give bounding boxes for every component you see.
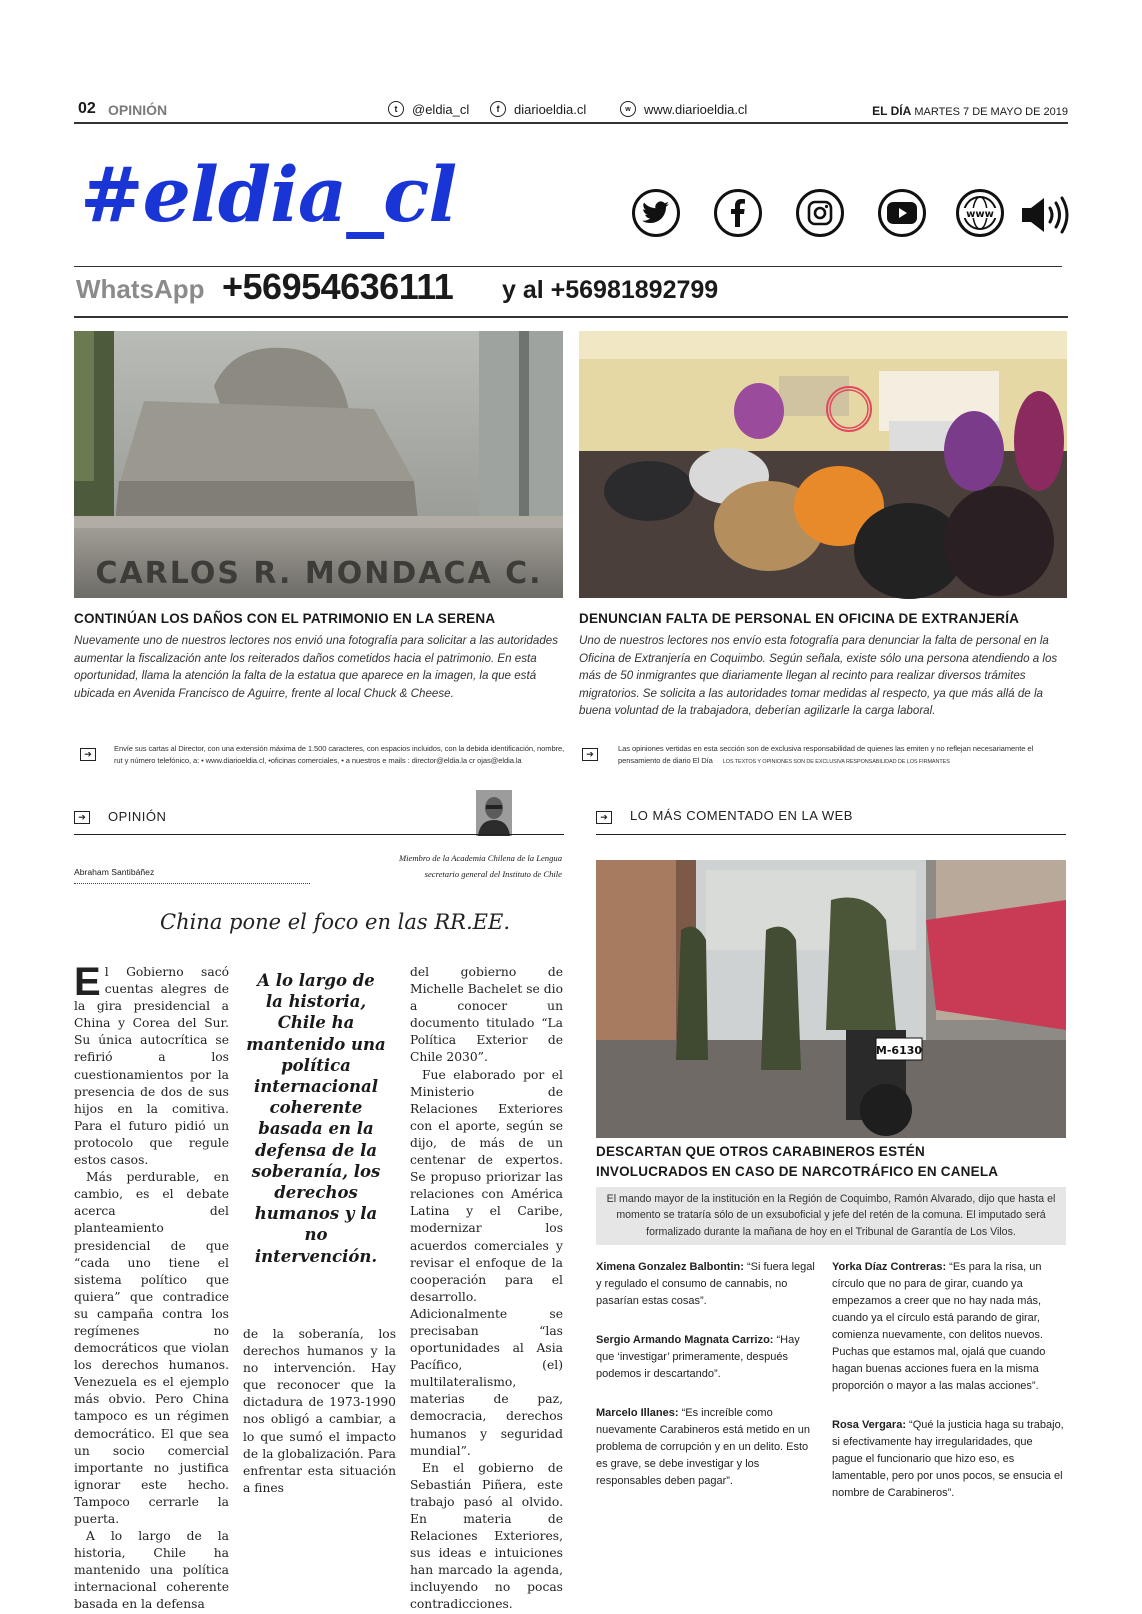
author-credential-1: Miembro de la Academia Chilena de la Lengua — [398, 853, 562, 863]
comment-author: Yorka Díaz Contreras: — [832, 1261, 947, 1273]
opinion-paragraph: de la soberanía, los derechos humanos y la no intervención. Hay que reconocer que la dictadura de 1973-1990 nos obligó a cambiar, a lo que sumó el impacto de la globalización. Para enfrentar esta situación a fines — [243, 1327, 396, 1495]
twitter-icon[interactable] — [632, 189, 680, 237]
disclaimer-text: Las opiniones vertidas en esta sección son de exclusiva responsabilidad de quienes las emiten y no reflejan necesariamente el pensamiento de diario El Día — [618, 744, 1034, 765]
page-number: 02 — [78, 100, 96, 117]
monument-inscription: CARLOS R. MONDACA C. — [95, 556, 543, 591]
author-dotted-line — [74, 883, 310, 884]
disclaimer — [618, 743, 1070, 768]
section-name: OPINIÓN — [108, 102, 168, 118]
comment-text: “Hay que ‘investigar’ primeramente, después podemos ir descartando”. — [596, 1334, 800, 1380]
comment-text: “Es para la risa, un círculo que no para de girar, cuando ya empezamos a creer que no hay nada más, cuando ya el círculo está parando de girar, comienza nuevamente, con delitos nuevos. Puchas que estamos mal, ojalá que cuando hagan buenas acciones fuera en la misma proporción o mayor a las malas acciones”. — [832, 1261, 1046, 1392]
paper-dateline — [872, 104, 1068, 118]
police-photo — [596, 860, 1066, 1138]
paper-name: EL DÍA — [872, 104, 912, 118]
instagram-icon[interactable] — [796, 189, 844, 237]
photo-right-title: DENUNCIAN FALTA DE PERSONAL EN OFICINA DE EXTRANJERÍA — [579, 611, 1020, 626]
opinion-column-3 — [410, 964, 563, 1614]
office-photo — [579, 331, 1067, 598]
opinion-column-1 — [74, 960, 229, 1614]
author-name: Abraham Santibáñez — [74, 867, 155, 877]
comment-author: Sergio Armando Magnata Carrizo: — [596, 1334, 774, 1346]
arrow-right-icon: ➔ — [596, 811, 612, 824]
comment-text: “Si fuera legal y regulado el consumo de cannabis, no pasarían estas cosas”. — [596, 1261, 815, 1307]
opinion-paragraph: Fue elaborado por el Ministerio de Relaciones Exteriores con el aporte, según se dijo, de más de un centenar de expertos. Se propuso priorizar las relaciones con América Latina y el Caribe, modernizar los acuerdos comerciales y revisar el enfoque de la cooperación para el desarrollo. Adicionalmente se precisaban “las oportunidades al Asia Pacífico, (el) multilateralismo, materias de paz, democracia, derechos humanos y seguridad mundial”. — [410, 1067, 563, 1458]
comment-item — [832, 1417, 1066, 1502]
letters-instructions: Envíe sus cartas al Director, con una extensión máxima de 1.500 caracteres, con espacios incluidos, con la debida identificación, nombre, rut y número telefónico, a: • www.diarioeldia.cl, •oficinas comerciales, • a nuestros e mails : director@eldia.la cr ojas@eldia.la — [114, 744, 565, 765]
opinion-paragraph: l Gobierno sacó cuentas alegres de la gira presidencial a China y Corea del Sur. Su única autocrítica se refirió a los cuestionamientos por la presencia de dos de sus hijos en la comitiva. Para el futuro pidió un protocolo que regule estos casos. — [74, 965, 229, 1168]
opinion-paragraph: A lo largo de la historia, Chile ha mantenido una política internacional coherente basada en la defensa — [74, 1529, 229, 1612]
comments-right — [832, 1259, 1066, 1502]
web-divider — [596, 834, 1066, 835]
photo-left-caption: Nuevamente uno de nuestros lectores nos envió una fotografía para solicitar a las autoridades aumentar la fiscalización ante los reiterados daños cometidos hacia el patrimonio. En esta oportunidad, llama la atención la falta de la estatua que aparece en la imagen, la que está ubicada en Avenida Francisco de Aguirre, frente al local Chuck & Cheese. — [74, 634, 559, 700]
arrow-right-icon: ➔ — [74, 811, 90, 824]
comment-text: “Qué la justicia haga su trabajo, si efectivamente hay irregularidades, que pague el funcionario que hizo eso, es lamentable, pero por unos pocos, se ensucia el nombre de Carabineros”. — [832, 1419, 1064, 1499]
web-section-label: LO MÁS COMENTADO EN LA WEB — [630, 808, 853, 823]
web-headline — [596, 1142, 998, 1182]
disclaimer-small: LOS TEXTOS Y OPINIONES SON DE EXCLUSIVA RESPONSABILIDAD DE LOS FIRMANTES — [722, 759, 950, 765]
comment-item — [596, 1332, 816, 1383]
www-icon[interactable] — [956, 189, 1004, 237]
author-credentials — [399, 850, 562, 882]
web-headline-line-1: DESCARTAN QUE OTROS CARABINEROS ESTÉN — [596, 1144, 925, 1159]
header-divider — [74, 122, 1068, 124]
web-summary: El mando mayor de la institución en la Región de Coquimbo, Ramón Alvarado, dijo que hasta el momento se trataría sólo de un exsuboficial y jefe del retén de la comuna. El imputado será formalizado durante la mañana de hoy en el Tribunal de Garantía de Los Vilos. — [596, 1187, 1066, 1245]
arrow-right-icon: ➔ — [80, 748, 96, 761]
header-website[interactable] — [620, 101, 747, 117]
header-twitter[interactable] — [388, 101, 469, 117]
globe-icon: w — [620, 101, 636, 117]
comments-left — [596, 1259, 816, 1490]
opinion-headline: China pone el foco en las RR.EE. — [160, 910, 511, 934]
pull-quote: A lo largo de la historia, Chile ha mantenido una política internacional coherente basada en la defensa de la soberanía, los derechos humanos y la no intervención. — [246, 971, 386, 1266]
twitter-icon: t — [388, 101, 404, 117]
web-headline-line-2: INVOLUCRADOS EN CASO DE NARCOTRÁFICO EN CANELA — [596, 1164, 999, 1179]
comment-item — [596, 1259, 816, 1310]
arrow-right-icon: ➔ — [582, 748, 598, 761]
monument-photo — [74, 331, 563, 598]
comment-item — [832, 1259, 1066, 1395]
opinion-dropcap: E — [74, 960, 101, 1004]
photo-left-title: CONTINÚAN LOS DAÑOS CON EL PATRIMONIO EN LA SERENA — [74, 611, 496, 626]
comment-item — [596, 1405, 816, 1490]
whatsapp-number-secondary[interactable]: y al +56981892799 — [502, 276, 719, 304]
opinion-divider — [74, 834, 564, 835]
paper-date: MARTES 7 DE MAYO DE 2019 — [914, 106, 1068, 118]
opinion-paragraph: En el gobierno de Sebastián Piñera, este trabajo pasó al olvido. En materia de Relaciones Exteriores, sus ideas e intuiciones han marcado la agenda, incluyendo no pocas contradicciones. — [410, 1460, 563, 1612]
hashtag-title: #eldia_cl — [80, 150, 457, 239]
author-credential-2: secretario general del Instituto de Chile — [424, 869, 562, 879]
comment-text: “Es increíble como nuevamente Carabineros está metido en un problema de corrupción y en un delito. Esto es grave, se debe investigar y los responsables deben pagar”. — [596, 1407, 811, 1487]
youtube-icon[interactable] — [878, 189, 926, 237]
comment-author: Marcelo Illanes: — [596, 1407, 679, 1419]
header-facebook[interactable] — [490, 101, 586, 117]
www-label: www — [966, 209, 994, 220]
facebook-icon[interactable] — [714, 189, 762, 237]
comment-author: Rosa Vergara: — [832, 1419, 906, 1431]
author-photo — [476, 790, 512, 836]
whatsapp-label: WhatsApp — [76, 274, 205, 304]
opinion-column-2 — [243, 1326, 396, 1497]
opinion-paragraph: Más perdurable, en cambio, es el debate acerca del planteamiento presidencial de que “cada uno tiene el sistema político que quiera” que contradice su campaña contra los regímenes no democráticos que violan los derechos humanos. Venezuela es el ejemplo más obvio. Pero China tampoco es un régimen democrático. El que sea un socio comercial importante no justifica ignorar este hecho. Tampoco cerrarle la puerta. — [74, 1170, 229, 1526]
photo-right-caption: Uno de nuestros lectores nos envío esta fotografía para denunciar la falta de personal en la Oficina de Extranjería en Coquimbo. Según señala, existe sólo una persona atendiendo a los más de 50 inmigrantes que diariamente llegan al recinto para realizar diversos trámites migratorios. Se solicita a las autoridades tomar medidas al respecto, ya que más allá de la buena voluntad de la trabajadora, deberían agilizarle la carga laboral. — [579, 634, 1058, 717]
twitter-handle[interactable]: @eldia_cl — [412, 101, 470, 117]
facebook-icon: f — [490, 101, 506, 117]
comment-author: Ximena Gonzalez Balbontin: — [596, 1261, 744, 1273]
website-url[interactable]: www.diarioeldia.cl — [644, 101, 748, 117]
opinion-section-label: OPINIÓN — [108, 809, 167, 824]
facebook-handle[interactable]: diarioeldia.cl — [514, 101, 587, 117]
opinion-paragraph: del gobierno de Michelle Bachelet se dio a conocer un documento titulado “La Política Exterior de Chile 2030”. — [410, 965, 563, 1065]
speaker-icon[interactable] — [1020, 195, 1072, 235]
whatsapp-number[interactable]: +56954636111 — [222, 266, 454, 307]
whatsapp-divider — [74, 316, 1068, 318]
license-plate: M-6130 — [875, 1044, 923, 1057]
